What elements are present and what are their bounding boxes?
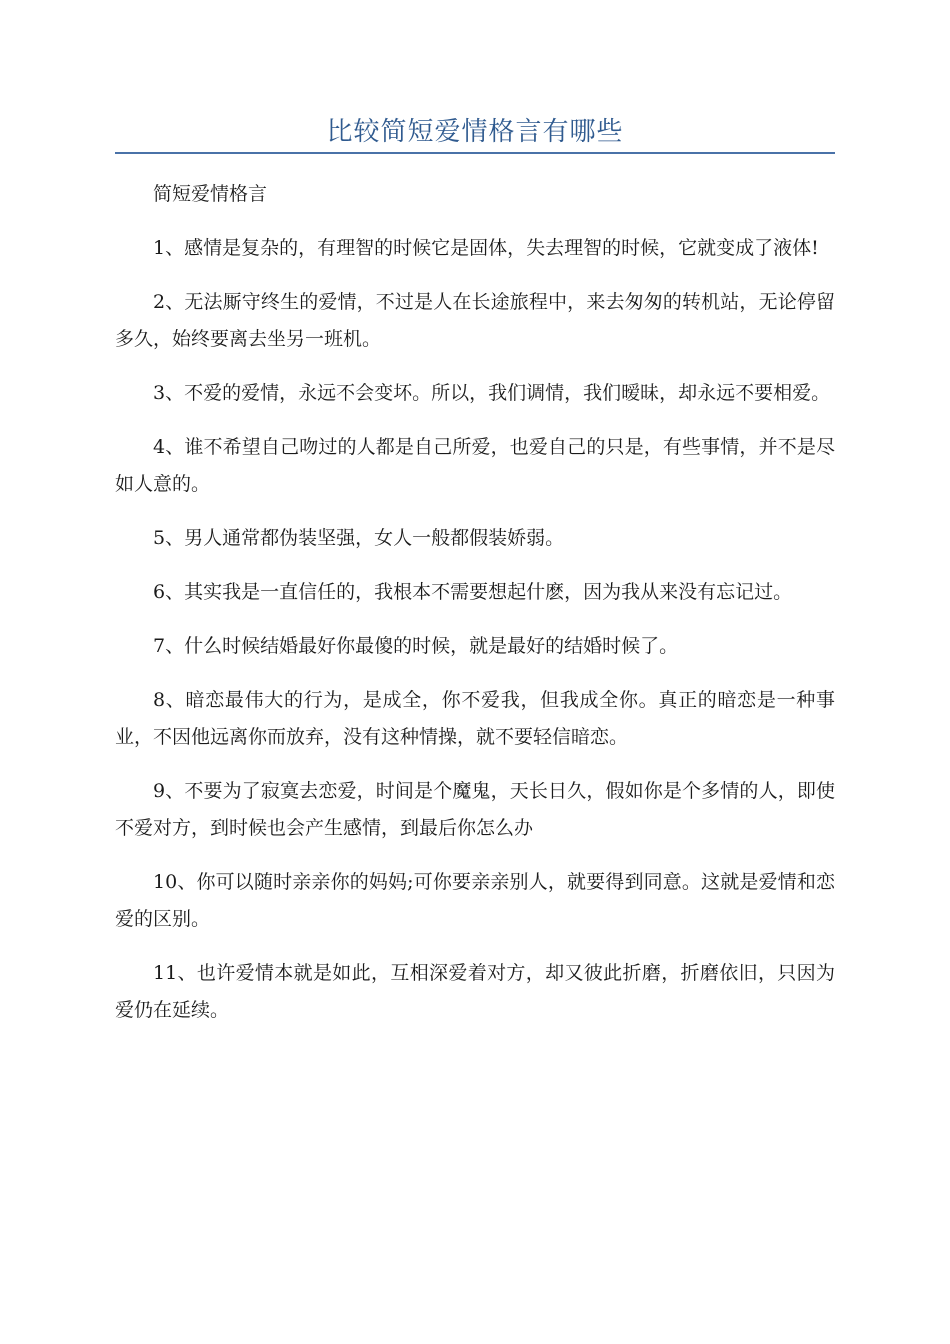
quote-paragraph: 9、不要为了寂寞去恋爱，时间是个魔鬼，天长日久，假如你是个多情的人，即使不爱对方，到时候也会产生感情，到最后你怎么办: [115, 780, 835, 839]
quote-paragraph: 7、什么时候结婚最好你最傻的时候，就是最好的结婚时候了。: [153, 635, 679, 657]
subheading: 简短爱情格言: [153, 183, 268, 205]
quote-paragraph: 2、无法厮守终生的爱情，不过是人在长途旅程中，来去匆匆的转机站，无论停留多久，始终要离去坐另一班机。: [115, 291, 835, 350]
quote-paragraph: 4、谁不希望自己吻过的人都是自己所爱，也爱自己的只是，有些事情，并不是尽如人意的。: [115, 436, 835, 495]
quote-paragraph: 1、感情是复杂的，有理智的时候它是固体，失去理智的时候，它就变成了液体!: [153, 237, 819, 259]
quote-paragraph: 11、也许爱情本就是如此，互相深爱着对方，却又彼此折磨，折磨依旧，只因为爱仍在延续。: [115, 962, 835, 1021]
quote-paragraph: 10、你可以随时亲亲你的妈妈;可你要亲亲别人，就要得到同意。这就是爱情和恋爱的区别。: [115, 871, 835, 930]
quote-paragraph: 5、男人通常都伪装坚强，女人一般都假装娇弱。: [153, 527, 565, 549]
title-block: [115, 112, 835, 154]
quote-paragraph: 8、暗恋最伟大的行为，是成全，你不爱我，但我成全你。真正的暗恋是一种事业，不因他远离你而放弃，没有这种情操，就不要轻信暗恋。: [115, 689, 835, 748]
quote-paragraph: 3、不爱的爱情，永远不会变坏。所以，我们调情，我们暧昧，却永远不要相爱。: [153, 382, 831, 404]
quote-paragraph: 6、其实我是一直信任的，我根本不需要想起什麽，因为我从来没有忘记过。: [153, 581, 793, 603]
title-underline: [115, 152, 835, 154]
document-body: [115, 176, 835, 1046]
page-title: 比较简短爱情格言有哪些: [326, 117, 624, 147]
